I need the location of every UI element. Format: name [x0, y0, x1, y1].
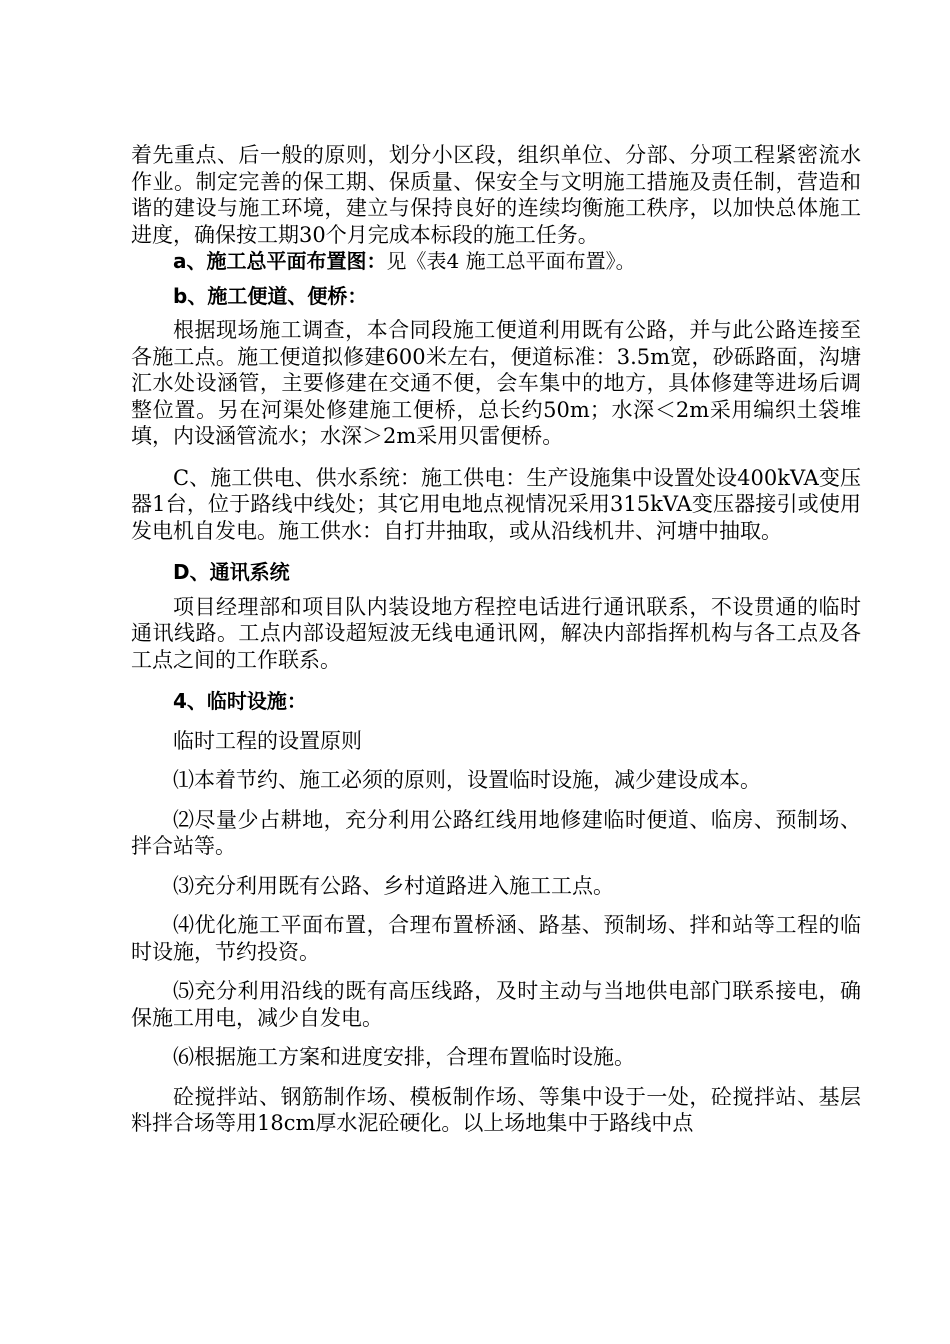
heading-general-layout	[131, 248, 861, 275]
heading-general-layout-label: a、施工总平面布置图：	[173, 249, 387, 273]
list-item-principle-3: ⑶充分利用既有公路、乡村道路进入施工工点。	[173, 873, 614, 898]
paragraph-intro: 着先重点、后一般的原则，划分小区段，组织单位、分部、分项工程紧密流水作业。制定完善的保工期、保质量、保安全与文明施工措施及责任制，营造和谐的建设与施工环境，建立与保持良好的连续均衡施工秩序，以加快总体施工进度，确保按工期30个月完成本标段的施工任务。	[131, 143, 861, 247]
heading-access-roads: b、施工便道、便桥：	[173, 283, 368, 308]
paragraph-communications: 项目经理部和项目队内装设地方程控电话进行通讯联系，不设贯通的临时通讯线路。工点内部设超短波无线电通讯网，解决内部指挥机构与各工点及各工点之间的工作联系。	[131, 594, 861, 672]
paragraph-power-water: C、施工供电、供水系统：施工供电：生产设施集中设置处设400kVA变压器1台，位于路线中线处；其它用电地点视情况采用315kVA变压器接引或使用发电机自发电。施工供水：自打井抽取，或从沿线机井、河塘中抽取。	[131, 465, 861, 543]
paragraph-principle-title: 临时工程的设置原则	[173, 728, 362, 753]
list-item-principle-4: ⑷优化施工平面布置，合理布置桥涵、路基、预制场、拌和站等工程的临时设施，节约投资。	[131, 913, 861, 964]
paragraph-access-roads: 根据现场施工调查，本合同段施工便道利用既有公路，并与此公路连接至各施工点。施工便道拟修建600米左右，便道标准：3.5m宽，砂砾路面，沟塘汇水处设涵管，主要修建在交通不便，会车集中的地方，具体修建等进场后调整位置。另在河渠处修建施工便桥，总长约50m；水深＜2m采用编织土袋堆填，内设涵管流水；水深＞2m采用贝雷便桥。	[131, 318, 861, 448]
paragraph-mixing-station: 砼搅拌站、钢筋制作场、模板制作场、等集中设于一处，砼搅拌站、基层料拌合场等用18cm厚水泥砼硬化。以上场地集中于路线中点	[131, 1084, 861, 1135]
heading-temporary-facilities: 4、临时设施：	[173, 689, 307, 713]
document-page	[131, 142, 861, 1137]
list-item-principle-5: ⑸充分利用沿线的既有高压线路，及时主动与当地供电部门联系接电，确保施工用电，减少自发电。	[131, 979, 861, 1030]
list-item-principle-6: ⑹根据施工方案和进度安排，合理布置临时设施。	[173, 1045, 635, 1069]
list-item-principle-1: ⑴本着节约、施工必须的原则，设置临时设施，减少建设成本。	[173, 768, 761, 792]
list-item-principle-2: ⑵尽量少占耕地，充分利用公路红线用地修建临时便道、临房、预制场、拌合站等。	[131, 807, 861, 858]
heading-general-layout-reference: 见《表4 施工总平面布置》。	[386, 249, 636, 273]
heading-communications: D、通讯系统	[173, 560, 290, 584]
